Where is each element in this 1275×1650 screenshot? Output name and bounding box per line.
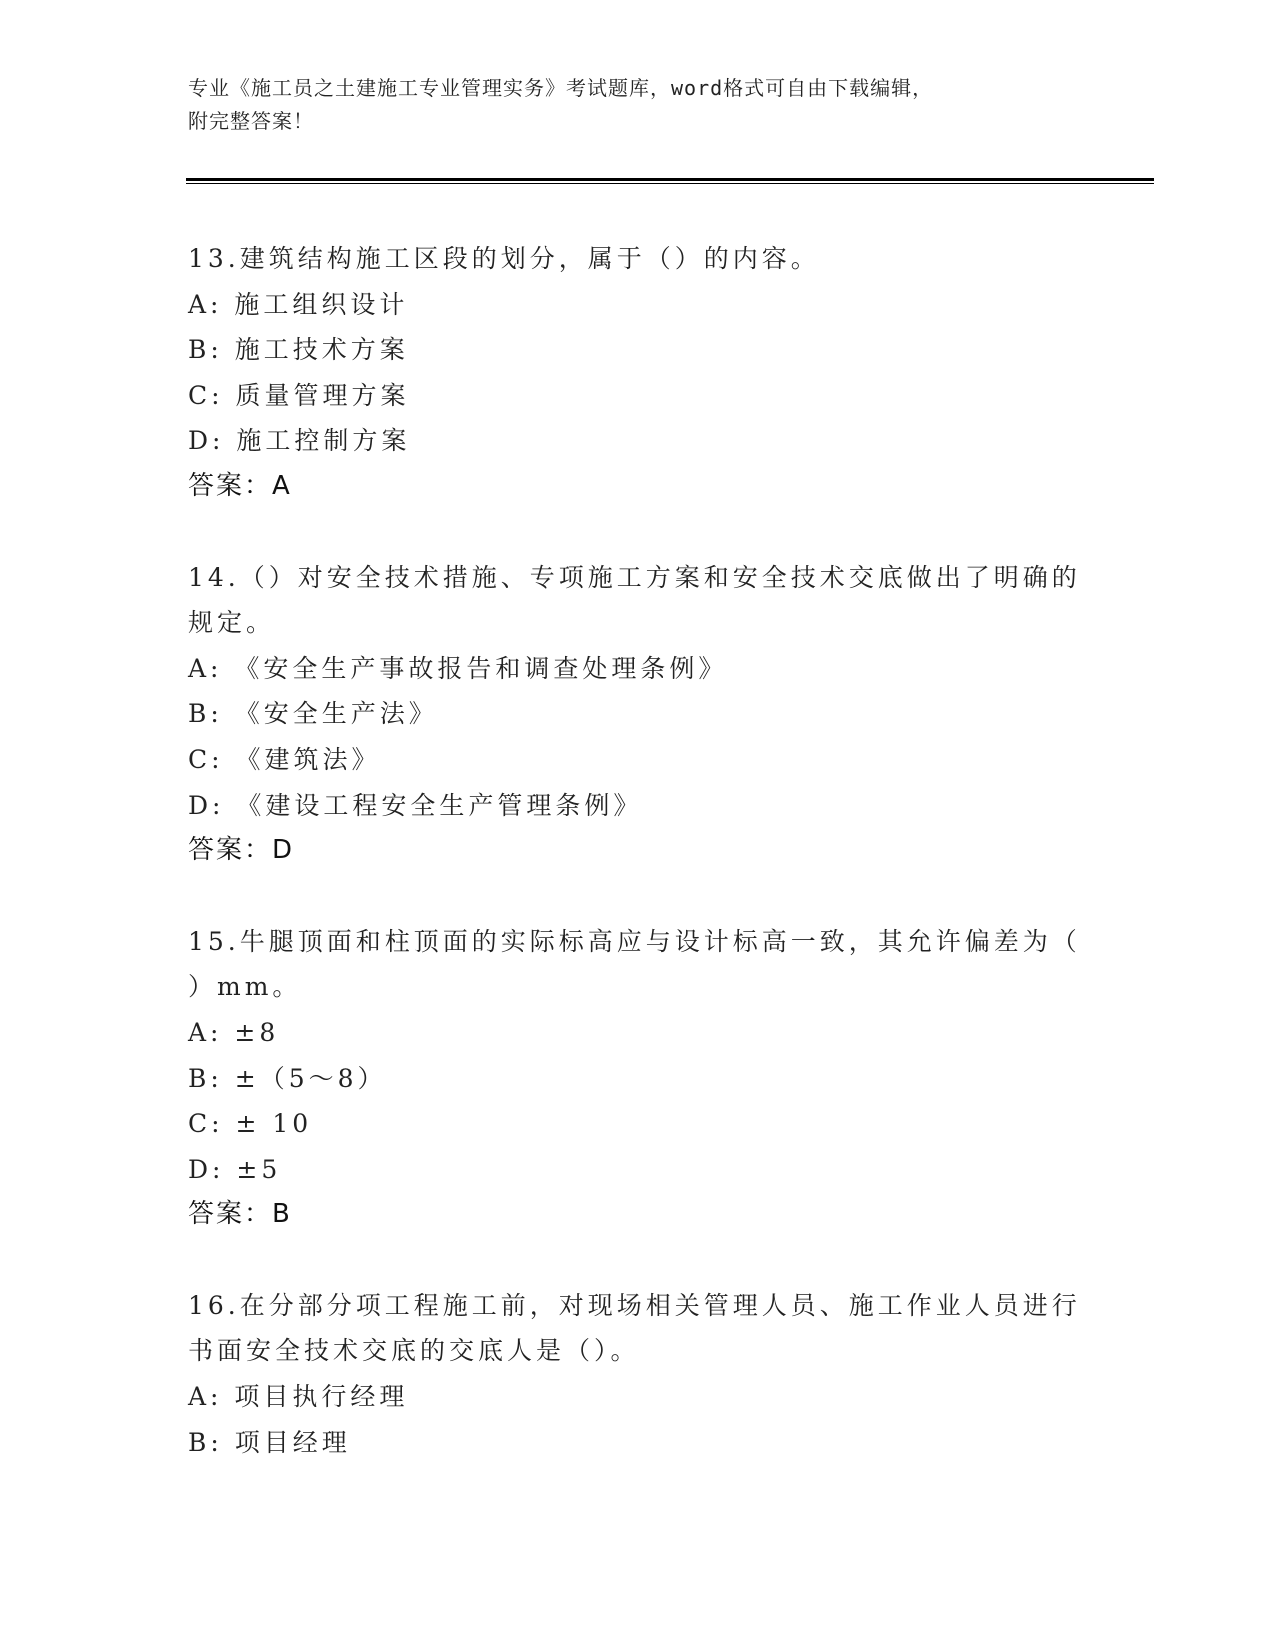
answer: 答案：D [188, 835, 295, 866]
option-c: C: 质量管理方案 [188, 380, 410, 410]
question-stem: 14.（）对安全技术措施、专项施工方案和安全技术交底做出了明确的 [188, 562, 1081, 592]
question-list [188, 236, 1088, 1465]
option-d: D: 《建设工程安全生产管理条例》 [188, 790, 643, 820]
option-b: B: ±（5～8） [188, 1063, 387, 1093]
question-15 [188, 919, 1088, 1238]
option-a: A: 《安全生产事故报告和调查处理条例》 [188, 653, 728, 683]
question-14 [188, 555, 1088, 874]
option-c: C: 《建筑法》 [188, 744, 381, 774]
spacer [188, 1238, 1088, 1283]
header-line-1: 专业《施工员之土建施工专业管理实务》考试题库，word格式可自由下载编辑， [188, 76, 934, 100]
option-a: A: ±8 [188, 1017, 280, 1047]
question-13 [188, 236, 1088, 510]
option-b: B: 《安全生产法》 [188, 699, 438, 729]
question-stem-continued: 规定。 [188, 608, 276, 638]
spacer [188, 874, 1088, 919]
document-header [188, 72, 1068, 138]
option-d: D: ±5 [188, 1154, 282, 1184]
spacer [188, 510, 1088, 555]
option-b: B: 项目经理 [188, 1427, 351, 1457]
question-stem: 16.在分部分项工程施工前，对现场相关管理人员、施工作业人员进行 [188, 1290, 1081, 1320]
option-d: D: 施工控制方案 [188, 426, 411, 456]
question-stem-continued: 书面安全技术交底的交底人是（）。 [188, 1336, 640, 1366]
option-a: A: 项目执行经理 [188, 1382, 409, 1412]
question-16 [188, 1283, 1088, 1465]
question-stem: 13.建筑结构施工区段的划分，属于（）的内容。 [188, 244, 820, 273]
header-divider-thick [186, 178, 1154, 181]
header-divider-thin [186, 183, 1154, 184]
option-a: A: 施工组织设计 [188, 289, 409, 319]
option-c: C: ± 10 [188, 1109, 313, 1139]
question-stem: 15.牛腿顶面和柱顶面的实际标高应与设计标高一致，其允许偏差为（ [188, 926, 1081, 956]
question-stem-continued: ）mm。 [188, 972, 302, 1002]
answer: 答案：B [188, 1199, 292, 1230]
answer: 答案：A [188, 470, 292, 501]
header-line-2: 附完整答案！ [188, 109, 314, 133]
option-b: B: 施工技术方案 [188, 335, 409, 365]
